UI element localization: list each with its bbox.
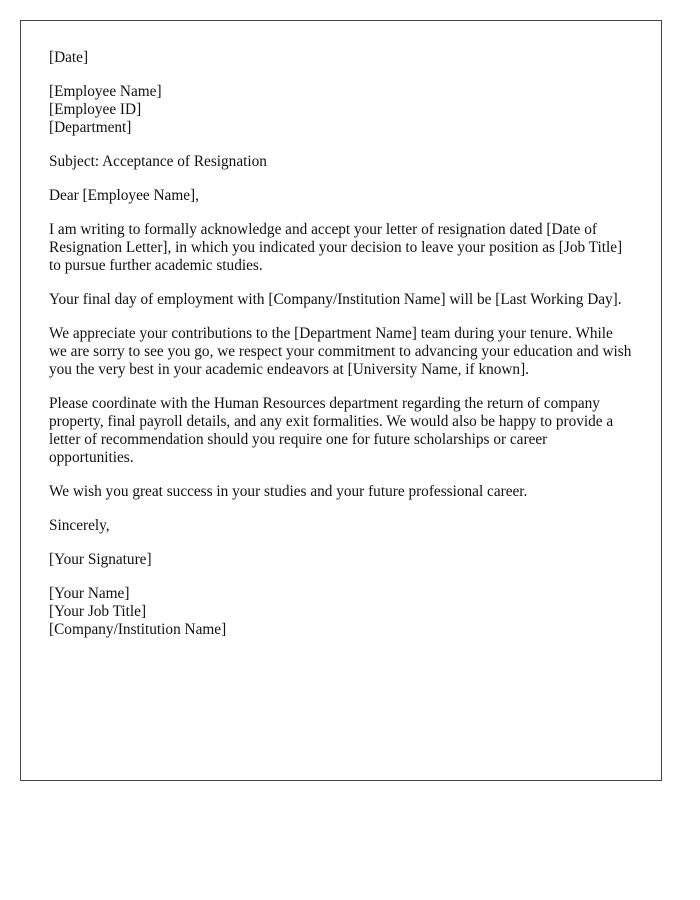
- sender-title: [Your Job Title]: [49, 603, 147, 620]
- letter-subject: Subject: Acceptance of Resignation: [49, 153, 267, 170]
- sender-company: [Company/Institution Name]: [49, 621, 227, 638]
- letter-page: [20, 20, 662, 781]
- letter-date: [Date]: [49, 49, 89, 66]
- sender-block: [49, 585, 632, 639]
- salutation: Dear [Employee Name],: [49, 187, 199, 204]
- sender-name: [Your Name]: [49, 585, 130, 602]
- recipient-name: [Employee Name]: [49, 83, 162, 100]
- body-paragraph: Please coordinate with the Human Resources department regarding the return of company property, final payroll details, and any exit formalities. We would also be happy to provide a letter of recommendation should you require one for future scholarships or career opportunities.: [49, 395, 614, 466]
- body-paragraph: We wish you great success in your studies and your future professional career.: [49, 483, 528, 500]
- body-paragraph: Your final day of employment with [Company/Institution Name] will be [Last Working Day].: [49, 291, 622, 308]
- signature: [Your Signature]: [49, 551, 152, 568]
- recipient-department: [Department]: [49, 119, 132, 136]
- closing: Sincerely,: [49, 517, 110, 534]
- body-paragraph: I am writing to formally acknowledge and accept your letter of resignation dated [Date of Resignation Letter], in which you indicated your decision to leave your position as [Job Title] to pursue further academic studies.: [49, 221, 623, 274]
- recipient-id: [Employee ID]: [49, 101, 142, 118]
- recipient-block: [49, 83, 632, 137]
- body-paragraph: We appreciate your contributions to the [Department Name] team during your tenure. While we are sorry to see you go, we respect your commitment to advancing your education and wish you the very best in your academic endeavors at [University Name, if known].: [49, 325, 632, 378]
